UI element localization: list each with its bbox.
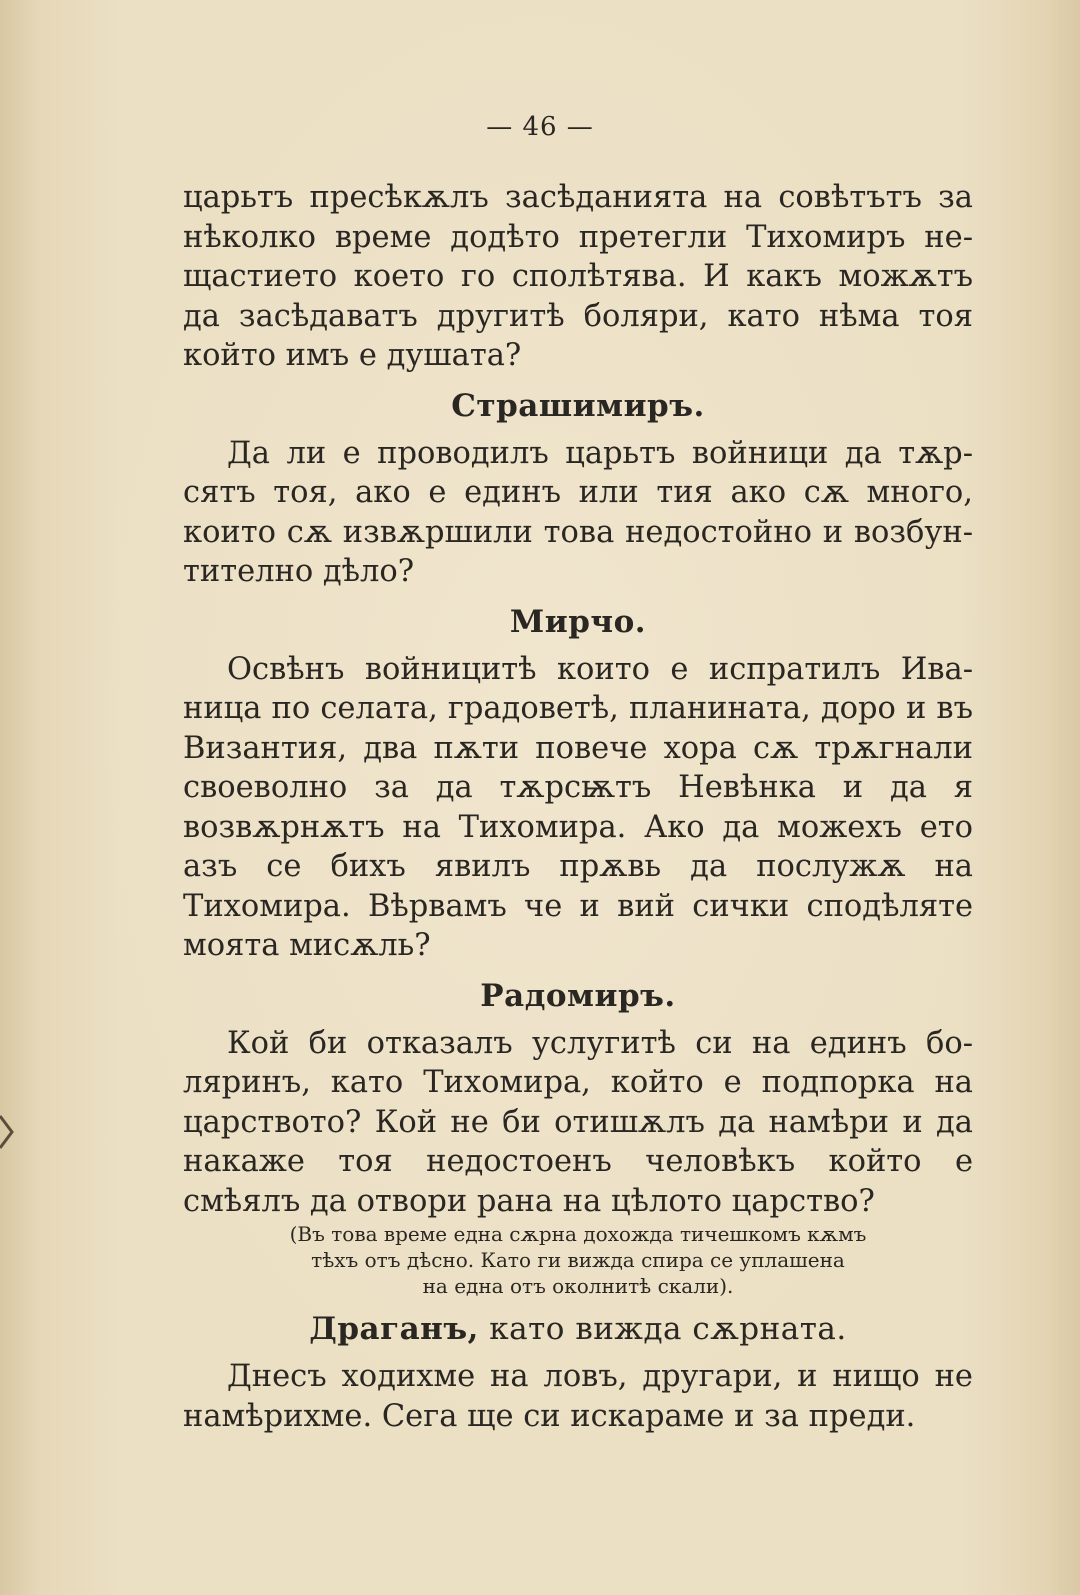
speech-radomir: Кой би отказалъ услугитѣ си на единъ боляринъ, като Тихомира, който е подпорка на царството? Кой не би отишѫлъ да намѣри и да накаже тоя недостоенъ человѣкъ който е смѣялъ да отвори рана на цѣлото царство? [183, 1025, 973, 1219]
speaker-name-strashimir: Страшимиръ. [451, 387, 705, 424]
speaker-name-dragan: Драганъ, [309, 1311, 479, 1347]
speech-mircho: Освѣнъ войницитѣ които е испратилъ Иваница по селата, градоветѣ, планината, доро и въ Византия, два пѫти повече хора сѫ трѫгнали своеволно за да тѫрсѭтъ Невѣнка и да я возвѫрнѫтъ на Тихомира. Ако да можехъ ето азъ се бихъ явилъ прѫвь да послужѫ на Тихомира. Вѣрвамъ че и вий сички сподѣляте моята мисѫль? [183, 651, 973, 963]
stage-direction [183, 1221, 973, 1299]
stage-direction-line: (Въ това време една сѫрна дохожда тичешкомъ кѫмъ [289, 1222, 867, 1246]
page-number: — 46 — [486, 112, 594, 142]
continued-paragraph: царьтъ пресѣкѫлъ засѣданията на совѣтътъ за нѣколко време додѣто претегли Тихомиръ нещастието което го сполѣтява. И какъ можѫтъ да засѣдаватъ другитѣ боляри, като нѣма тоя който имъ е душата? [183, 180, 973, 373]
margin-arrow-icon [0, 1112, 14, 1152]
text-column [183, 178, 973, 1436]
stage-direction-line: на една отъ околнитѣ скали). [422, 1274, 734, 1298]
speaker-name-mircho: Мирчо. [509, 603, 647, 640]
speaker-heading-dragan [183, 1309, 973, 1349]
speech-strashimir: Да ли е проводилъ царьтъ войници да тѫрсятъ тоя, ако е единъ или тия ако сѫ много, които сѫ извѫршили това недостойно и возбунтително дѣло? [183, 435, 973, 589]
speaker-name-radomir: Радомиръ. [480, 977, 676, 1014]
stage-direction-line: тѣхъ отъ дѣсно. Като ги вижда спира се уплашена [311, 1248, 845, 1272]
speech-dragan: Днесъ ходихме на ловъ, другари, и нищо не намѣрихме. Сега ще си искараме и за преди. [183, 1359, 973, 1434]
speaker-note-dragan: като вижда сѫрната. [478, 1311, 847, 1347]
